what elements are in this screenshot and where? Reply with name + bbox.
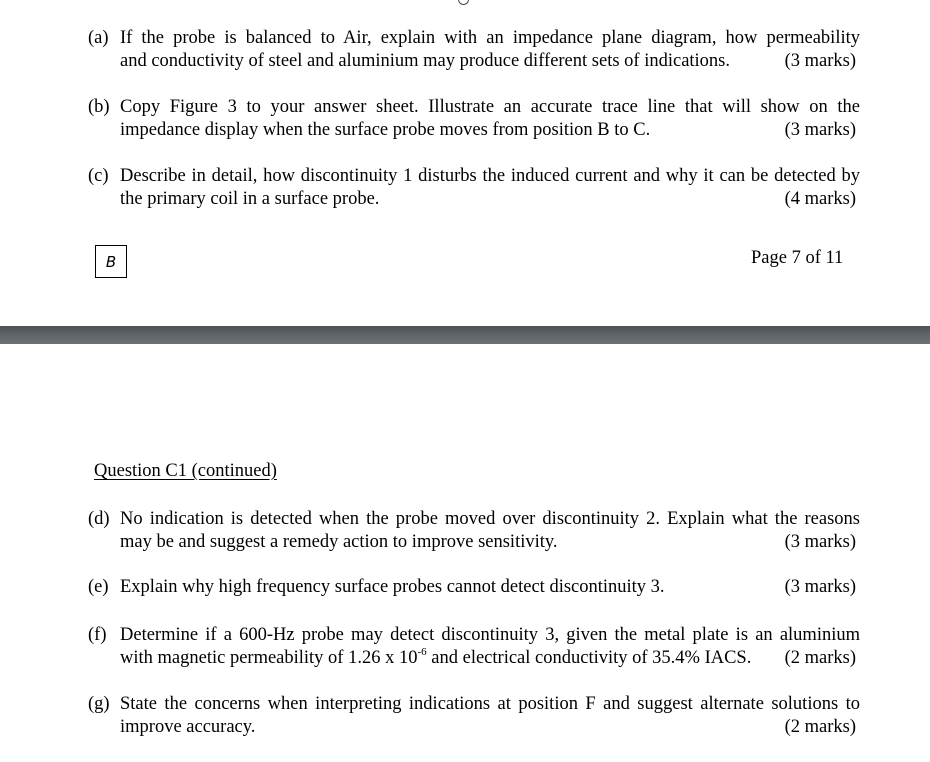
- question-text: improve accuracy.: [120, 717, 256, 737]
- question-text-line2: [120, 50, 856, 72]
- question-label: (g): [88, 694, 110, 714]
- question-text-line2: [120, 188, 856, 210]
- question-text: impedance display when the surface probe moves from position B to C.: [120, 120, 651, 140]
- question-text-line1: Describe in detail, how discontinuity 1 disturbs the induced current and why it can be detected by: [120, 166, 860, 186]
- marks-label: (3 marks): [784, 51, 856, 71]
- question-text-line1: Determine if a 600-Hz probe may detect discontinuity 3, given the metal plate is an aluminium: [120, 625, 860, 645]
- question-label: (e): [88, 577, 109, 597]
- question-label: (a): [88, 28, 109, 48]
- section-title: Question C1 (continued): [94, 461, 277, 481]
- question-text-pre: with magnetic permeability of 1.26 x 10: [120, 648, 418, 668]
- question-text-line1: Copy Figure 3 to your answer sheet. Illustrate an accurate trace line that will show on the: [120, 97, 860, 117]
- marks-label: (2 marks): [784, 717, 856, 737]
- page-number: Page 7 of 11: [751, 248, 844, 268]
- question-label: (d): [88, 509, 110, 529]
- question-text-line1: State the concerns when interpreting indications at position F and suggest alternate solutions to: [120, 694, 860, 714]
- marks-label: (3 marks): [784, 120, 856, 140]
- question-label: (c): [88, 166, 109, 186]
- question-text-line2: [120, 647, 856, 669]
- question-text-line2: [120, 531, 856, 553]
- question-text: and conductivity of steel and aluminium may produce different sets of indications.: [120, 51, 731, 71]
- grade-box: B: [95, 245, 127, 278]
- question-label: (f): [88, 625, 107, 645]
- question-text: may be and suggest a remedy action to improve sensitivity.: [120, 532, 558, 552]
- question-text-line2: [120, 119, 856, 141]
- crop-mark-icon: [458, 0, 469, 5]
- question-text-line1: No indication is detected when the probe moved over discontinuity 2. Explain what the reasons: [120, 509, 860, 529]
- page-separator: [0, 326, 930, 344]
- exponent: -6: [417, 645, 427, 658]
- marks-label: (3 marks): [784, 532, 856, 552]
- question-text: the primary coil in a surface probe.: [120, 189, 380, 209]
- question-label: (b): [88, 97, 110, 117]
- question-text-post: and electrical conductivity of 35.4% IACS.: [426, 648, 752, 668]
- question-text-line2: [120, 716, 856, 738]
- question-text: Explain why high frequency surface probes cannot detect discontinuity 3.: [120, 577, 665, 597]
- marks-label: (2 marks): [784, 648, 856, 668]
- question-text-line1: [120, 576, 856, 598]
- question-text-line1: If the probe is balanced to Air, explain with an impedance plane diagram, how permeability: [120, 28, 860, 48]
- marks-label: (3 marks): [784, 577, 856, 597]
- marks-label: (4 marks): [784, 189, 856, 209]
